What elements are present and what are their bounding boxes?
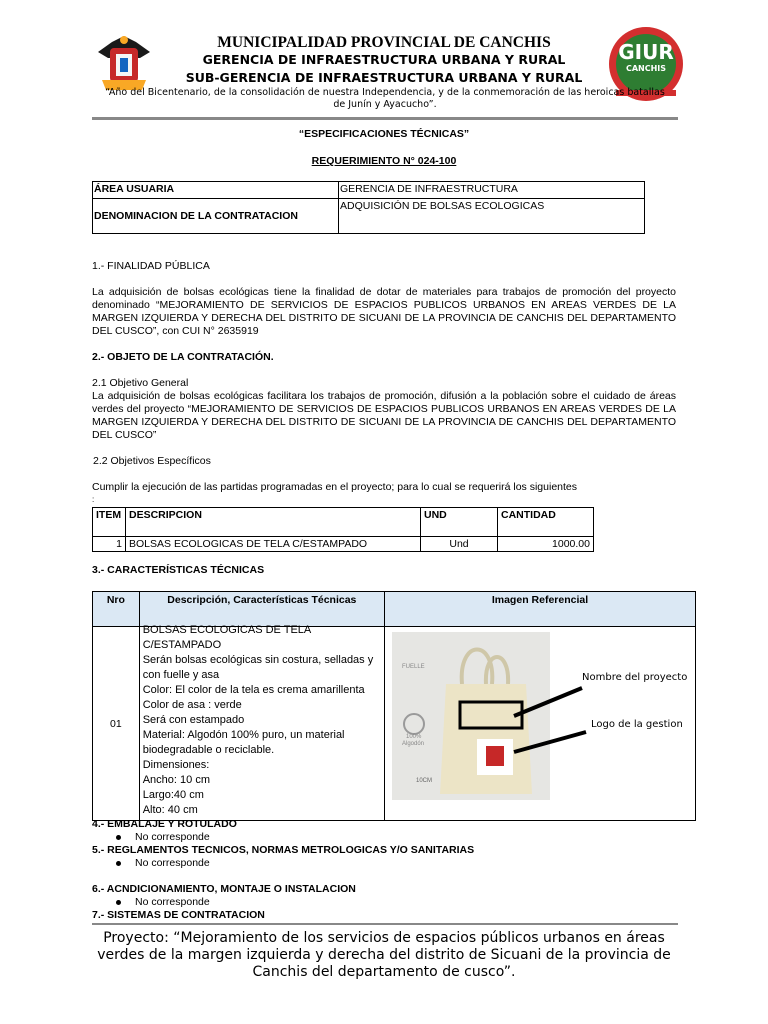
char-description xyxy=(139,624,384,821)
bag-fuelle-text: FUELLE xyxy=(402,664,425,670)
specific-objectives-text: Cumplir la ejecución de las partidas programadas en el proyecto; para lo cual se requerirá los siguientes xyxy=(92,481,578,493)
bullet-dot-icon xyxy=(116,835,121,840)
section-1-title: 1.- FINALIDAD PÚBLICA xyxy=(92,260,210,272)
specific-objectives-label: 2.2 Objetivos Específicos xyxy=(93,455,211,467)
label-logo-gestion: Logo de la gestion xyxy=(591,719,683,730)
area-usuaria-value: GERENCIA DE INFRAESTRUCTURA xyxy=(339,182,645,199)
bullet-dot-icon xyxy=(116,900,121,905)
denominacion-label: DENOMINACION DE LA CONTRATACION xyxy=(93,199,339,234)
reference-image xyxy=(386,628,694,818)
desc-line: Color de asa : verde xyxy=(142,699,242,711)
gerencia-subtitle: GERENCIA DE INFRAESTRUCTURA URBANA Y RURAL xyxy=(202,52,566,67)
objective-general-text: La adquisición de bolsas ecológicas facilitara los trabajos de promoción, difusión a la población sobre el cuidado de áreas verdes del proyecto “MEJORAMIENTO DE SERVICIOS DE ESPACIOS PUBLICOS URBANOS EN AREAS VERDES DE LA MARGEN IZQUIERDA Y DERECHA DEL DISTRITO DE SICUANI DE LA PROVINCIA DE CANCHIS DEL DEPARTAMENTO DEL CUSCO” xyxy=(92,390,676,441)
char-header-description: Descripción, Características Técnicas xyxy=(139,592,384,627)
section-6-bullet xyxy=(116,896,210,908)
area-usuaria-label: ÁREA USUARIA xyxy=(93,182,339,199)
year-quote: “Año del Bicentenario, de la consolidación de nuestra Independencia, y de la conmemoración de las heroicas batallas de Junín y Ayacucho”. xyxy=(105,87,665,110)
denominacion-value: ADQUISICIÓN DE BOLSAS ECOLOGICAS xyxy=(339,199,645,234)
table-row xyxy=(93,537,594,552)
header-divider xyxy=(92,117,678,120)
characteristics-table xyxy=(92,591,696,821)
items-header-cantidad: CANTIDAD xyxy=(498,508,594,537)
section-3-title: 3.- CARACTERÍSTICAS TÉCNICAS xyxy=(92,564,265,576)
section-1-text: La adquisición de bolsas ecológicas tiene la finalidad de dotar de materiales para trabajos de promoción del proyecto denominado “MEJORAMIENTO DE SERVICIOS DE ESPACIOS PUBLICOS URBANOS EN AREAS VERDES DE LA MARGEN IZQUIERDA Y DERECHA DEL DISTRITO DE SICUANI DE LA PROVINCIA DE CANCHIS DEL DEPARTAMENTO DEL CUSCO”, con CUI N° 2635919 xyxy=(92,286,676,337)
desc-line: Largo:40 cm xyxy=(142,789,204,801)
desc-line: Color: El color de la tela es crema amarillenta xyxy=(142,684,365,696)
section-6-title: 6.- ACNDICIONAMIENTO, MONTAJE O INSTALACION xyxy=(92,883,356,895)
colon-mark: : xyxy=(92,495,95,504)
items-header-descripcion: DESCRIPCION xyxy=(126,508,421,537)
items-header-item: ITEM xyxy=(93,508,126,537)
items-table xyxy=(92,507,594,552)
bag-dimension-text: 10CM xyxy=(416,778,433,784)
char-nro: 01 xyxy=(93,627,140,821)
section-5-bullet xyxy=(116,857,210,869)
desc-line: Será con estampado xyxy=(142,714,245,726)
label-nombre-proyecto: Nombre del proyecto xyxy=(582,672,688,683)
section-5-bullet-text: No corresponde xyxy=(135,857,210,869)
municipality-title: MUNICIPALIDAD PROVINCIAL DE CANCHIS xyxy=(217,34,551,51)
char-image-cell xyxy=(385,627,696,821)
section-4-title: 4.- EMBALAJE Y ROTULADO xyxy=(92,818,237,830)
desc-line: Dimensiones: xyxy=(142,759,210,771)
footer-divider xyxy=(92,923,678,925)
giur-logo-text: GIUR xyxy=(618,40,674,64)
section-4-bullet xyxy=(116,831,210,843)
footer-project-text: Proyecto: “Mejoramiento de los servicios de espacios públicos urbanos en áreas verdes de la margen izquierda y derecha del distrito de Sicuani de la provincia de Canchis del departamento de cusco”. xyxy=(97,930,671,980)
section-6-bullet-text: No corresponde xyxy=(135,896,210,908)
desc-line: Serán bolsas ecológicas sin costura, selladas y xyxy=(142,654,374,666)
bag-100-text: 100% xyxy=(406,734,422,740)
section-7-title: 7.- SISTEMAS DE CONTRATACION xyxy=(92,909,265,921)
desc-line: con fuelle y asa xyxy=(142,669,220,681)
bag-algodon-text: Algodón xyxy=(402,741,425,747)
desc-line: biodegradable o reciclable. xyxy=(142,744,275,756)
requirement-number: REQUERIMIENTO N° 024-100 xyxy=(311,155,457,167)
items-header-und: UND xyxy=(421,508,498,537)
desc-line: Material: Algodón 100% puro, un material xyxy=(142,729,345,741)
section-5-title: 5.- REGLAMENTOS TECNICOS, NORMAS METROLOGICAS Y/O SANITARIAS xyxy=(92,844,475,856)
item-unit: Und xyxy=(421,537,498,552)
item-quantity: 1000.00 xyxy=(498,537,594,552)
char-header-nro: Nro xyxy=(93,592,140,627)
char-header-image: Imagen Referencial xyxy=(385,592,696,627)
info-table xyxy=(92,181,645,234)
desc-line: Alto: 40 cm xyxy=(142,804,198,816)
desc-line: C/ESTAMPADO xyxy=(142,639,222,651)
desc-line: Ancho: 10 cm xyxy=(142,774,210,786)
section-4-bullet-text: No corresponde xyxy=(135,831,210,843)
bullet-dot-icon xyxy=(116,861,121,866)
item-description: BOLSAS ECOLOGICAS DE TELA C/ESTAMPADO xyxy=(126,537,421,552)
item-number: 1 xyxy=(93,537,126,552)
section-2-title: 2.- OBJETO DE LA CONTRATACIÓN. xyxy=(92,351,274,363)
objective-general-label: 2.1 Objetivo General xyxy=(92,377,189,389)
desc-line: BOLSAS ECOLOGICAS DE TELA xyxy=(142,624,312,636)
doc-heading: “ESPECIFICACIONES TÉCNICAS” xyxy=(298,128,470,140)
giur-logo-subtext: CANCHIS xyxy=(625,64,667,73)
sub-gerencia-subtitle: SUB-GERENCIA DE INFRAESTRUCTURA URBANA Y RURAL xyxy=(185,70,583,85)
